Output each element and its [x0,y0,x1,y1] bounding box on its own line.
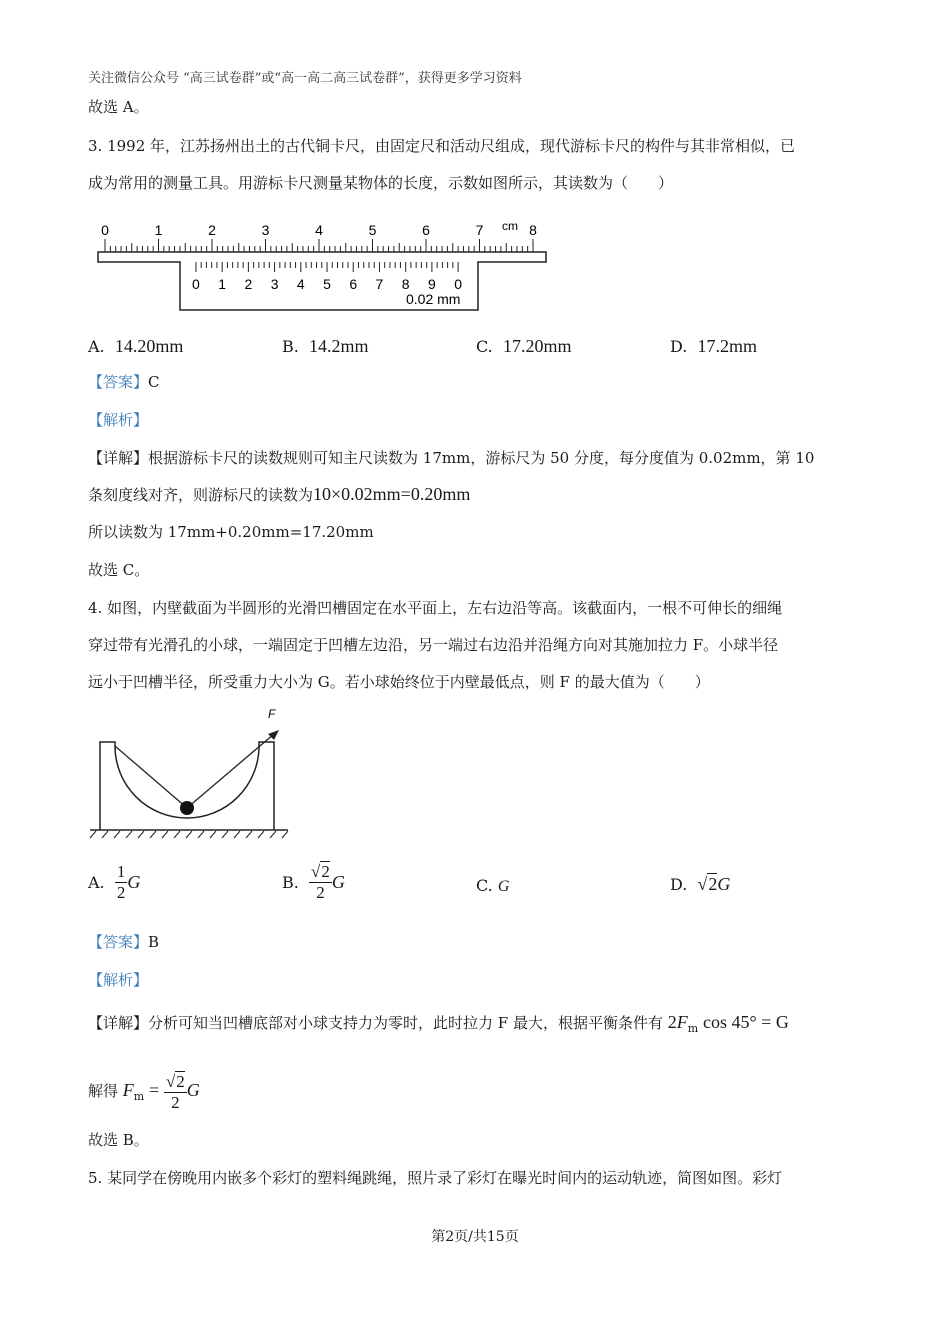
vernier-scale-label: 8 [401,276,410,292]
q4-stem-line2: 穿过带有光滑孔的小球，一端固定于凹槽左边沿，另一端过右边沿并沿绳方向对其施加拉力 F。小球半径 [88,636,779,654]
main-scale-label: 2 [208,222,216,238]
page-header: 关注微信公众号 “高三试卷群”或“高一高二高三试卷群”，获得更多学习资料 [88,71,522,86]
ball [180,801,194,815]
vernier-scale-label: 2 [244,276,253,292]
vernier-scale [196,262,458,272]
vernier-scale-label: 3 [270,276,279,292]
main-scale-label: 6 [422,222,430,238]
main-scale-label: 4 [315,222,323,238]
q4-answer: 【答案】B [88,933,160,951]
q4-option-b[interactable]: B. $\frac{√2}{2}$ G [282,862,345,902]
q4-detail-line1: 【详解】分析可知当凹槽底部对小球支持力为零时，此时拉力 F 最大，根据平衡条件有 $2F_m$ cos 45° = G [88,1012,789,1035]
main-scale-label: 0 [101,222,109,238]
q4-analysis-tag: 【解析】 [88,971,149,989]
q4-stem-line1: 4. 如图，内壁截面为半圆形的光滑凹槽固定在水平面上，左右边沿等高。该截面内，一根不可伸长的细绳 [88,599,783,617]
vernier-scale-label: 9 [427,276,436,292]
prev-choice: 故选 A。 [88,98,149,116]
vernier-scale-label: 5 [323,276,331,292]
main-scale-label: 3 [261,222,270,238]
main-scale-label: 1 [154,222,163,238]
q3-stem-line1: 3. 1992 年，江苏扬州出土的古代铜卡尺，由固定尺和活动尺组成，现代游标卡尺的构件与其非常相似，已 [88,137,796,155]
main-scale-label: 7 [475,222,484,238]
q4-option-c[interactable]: C. G [476,876,510,895]
q4-solve-line: 解得 $F_m$ = $\frac{√2}{2}$ G [88,1071,200,1112]
q3-option-a[interactable]: A. 14.20mm [88,336,184,356]
main-scale-label: 8 [529,222,537,238]
q3-option-d[interactable]: D. 17.2mm [670,336,758,356]
q4-stem-line3: 远小于凹槽半径，所受重力大小为 G。若小球始终位于内壁最低点，则 F 的最大值为（ ） [88,673,710,691]
q3-answer: 【答案】C [88,373,160,391]
precision-label: 0.02 mm [406,291,461,307]
vernier-scale-label: 0 [192,276,200,292]
vernier-scale-label: 0 [454,276,462,292]
page-footer: 第2页/共15页 [431,1229,519,1245]
vernier-scale-label: 1 [218,276,227,292]
q3-detail-line2: 条刻度线对齐，则游标尺的读数为10×0.02mm=0.20mm [88,484,471,504]
q4-option-d[interactable]: D. √2G [670,874,731,894]
vernier-scale-label: 4 [296,276,305,292]
vernier-caliper-figure [90,212,560,317]
q4-option-a[interactable]: A. $\frac{1}{2}$ G [88,862,141,902]
q5-stem-line1: 5. 某同学在傍晚用内嵌多个彩灯的塑料绳跳绳，照片录了彩灯在曝光时间内的运动轨迹，简图如图。彩灯 [88,1169,783,1187]
q3-detail-line3: 所以读数为 17mm+0.20mm=17.20mm [88,523,374,541]
q4-choice: 故选 B。 [88,1131,149,1149]
vernier-scale-label: 6 [349,276,358,292]
force-label: F [268,707,276,721]
q3-analysis-tag: 【解析】 [88,411,149,429]
main-scale-label: 5 [368,222,377,238]
q3-option-b[interactable]: B. 14.2mm [282,336,369,356]
main-scale [105,239,533,252]
vernier-scale-label: 7 [375,276,384,292]
q3-choice: 故选 C。 [88,561,150,579]
q3-stem-line2: 成为常用的测量工具。用游标卡尺测量某物体的长度，示数如图所示，其读数为（ ） [88,174,674,192]
groove-figure [88,704,298,840]
q3-detail-line1: 【详解】根据游标卡尺的读数规则可知主尺读数为 17mm，游标尺为 50 分度，每分度值为 0.02mm，第 10 [88,449,815,467]
unit-label: cm [502,219,518,233]
q3-option-c[interactable]: C. 17.20mm [476,336,572,356]
